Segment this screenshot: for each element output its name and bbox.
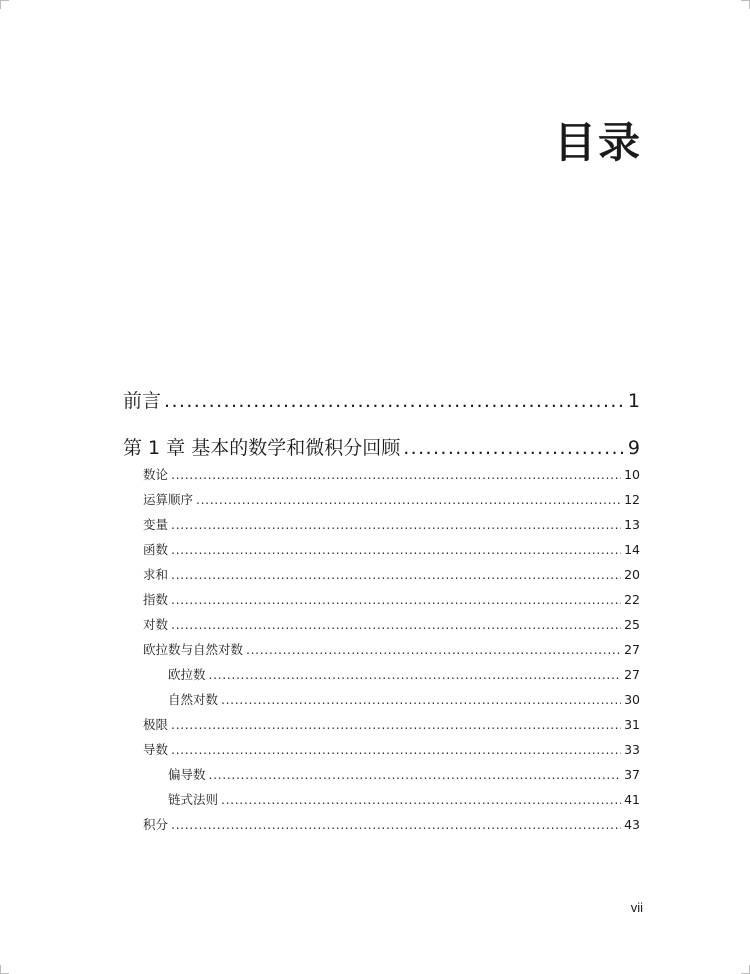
toc-entry-page: 20 <box>624 567 640 582</box>
toc-entry[interactable] <box>143 615 640 633</box>
toc-entry[interactable] <box>143 590 640 608</box>
crop-mark <box>0 0 9 9</box>
toc-entry-label: 运算顺序 <box>143 492 194 507</box>
dot-leader <box>171 517 621 532</box>
toc-entry-label: 变量 <box>143 517 169 532</box>
toc-entry[interactable] <box>143 490 640 508</box>
toc-entry-page: 43 <box>624 817 640 832</box>
dot-leader <box>171 542 621 557</box>
toc-entry-label: 函数 <box>143 542 169 557</box>
toc-entry[interactable] <box>143 540 640 558</box>
toc-entry-label: 欧拉数 <box>168 667 206 682</box>
toc-entry-label: 偏导数 <box>168 767 206 782</box>
page-number: vii <box>630 900 643 915</box>
dot-leader <box>221 792 621 807</box>
toc-entry[interactable] <box>143 465 640 483</box>
toc-entry[interactable] <box>143 815 640 833</box>
toc-entry-page: 37 <box>624 767 640 782</box>
dot-leader <box>164 390 625 412</box>
toc-entry-label: 积分 <box>143 817 169 832</box>
toc-entry-page: 25 <box>624 617 640 632</box>
dot-leader <box>403 437 625 459</box>
toc-entry-page: 13 <box>624 517 640 532</box>
crop-mark <box>741 0 750 9</box>
toc-subentry[interactable] <box>168 765 640 783</box>
dot-leader <box>171 567 621 582</box>
toc-entry-page: 30 <box>624 692 640 707</box>
dot-leader <box>171 467 621 482</box>
toc-subentry[interactable] <box>168 690 640 708</box>
toc-entry-page: 10 <box>624 467 640 482</box>
toc-entry-label: 指数 <box>143 592 169 607</box>
toc-entry-label: 对数 <box>143 617 169 632</box>
toc-entry-preface[interactable] <box>123 386 640 413</box>
dot-leader <box>171 742 621 757</box>
toc-entry-page: 22 <box>624 592 640 607</box>
toc-entry-label: 自然对数 <box>168 692 219 707</box>
dot-leader <box>171 617 621 632</box>
dot-leader <box>171 717 621 732</box>
toc-entry-label: 数论 <box>143 467 169 482</box>
toc-entry-page: 27 <box>624 642 640 657</box>
toc-entry-page: 9 <box>627 437 640 459</box>
toc-entry-label: 欧拉数与自然对数 <box>143 642 244 657</box>
toc-subentry[interactable] <box>168 665 640 683</box>
toc-entry-page: 14 <box>624 542 640 557</box>
dot-leader <box>246 642 621 657</box>
dot-leader <box>209 667 622 682</box>
toc-entry[interactable] <box>143 515 640 533</box>
dot-leader <box>209 767 622 782</box>
dot-leader <box>196 492 621 507</box>
toc-entry[interactable] <box>143 740 640 758</box>
toc-entry-label: 链式法则 <box>168 792 219 807</box>
toc-entry-page: 1 <box>627 390 640 412</box>
toc-entry-page: 33 <box>624 742 640 757</box>
dot-leader <box>221 692 621 707</box>
toc-entry-label: 极限 <box>143 717 169 732</box>
toc-entry[interactable] <box>143 715 640 733</box>
toc-entry-chapter-1[interactable] <box>123 433 640 460</box>
crop-mark <box>0 965 9 974</box>
toc-entry-label: 求和 <box>143 567 169 582</box>
toc-entry-page: 27 <box>624 667 640 682</box>
toc-subentry[interactable] <box>168 790 640 808</box>
dot-leader <box>171 592 621 607</box>
toc-entry[interactable] <box>143 640 640 658</box>
toc-entry-page: 31 <box>624 717 640 732</box>
page-title: 目录 <box>553 118 642 167</box>
toc-entry-label: 前言 <box>123 390 162 412</box>
dot-leader <box>171 817 621 832</box>
toc-entry-page: 41 <box>624 792 640 807</box>
crop-mark <box>741 965 750 974</box>
toc-entry-label: 第 1 章 基本的数学和微积分回顾 <box>123 437 401 459</box>
toc-entry-page: 12 <box>624 492 640 507</box>
toc-entry[interactable] <box>143 565 640 583</box>
toc-entry-label: 导数 <box>143 742 169 757</box>
